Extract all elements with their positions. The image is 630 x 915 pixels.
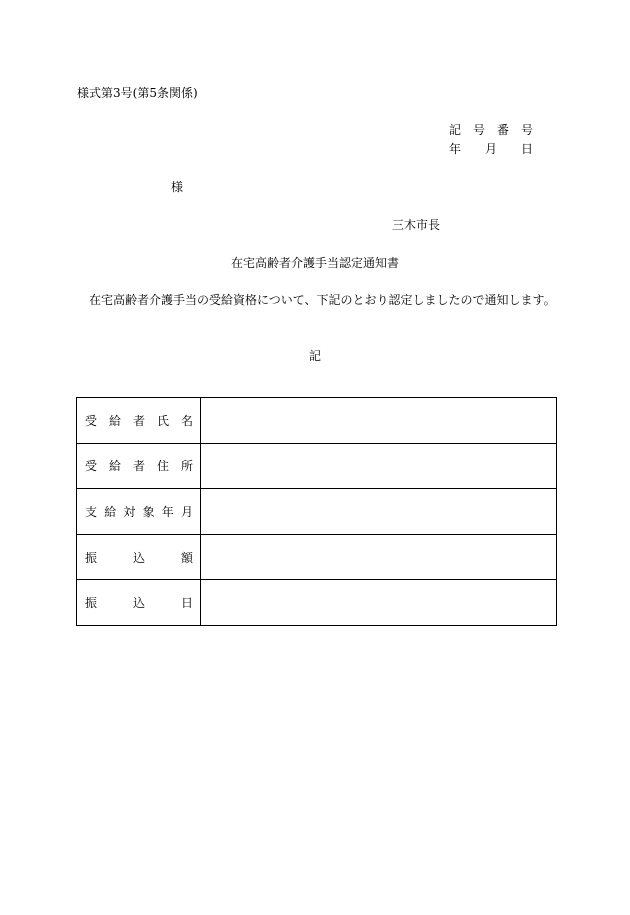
table-row xyxy=(77,580,557,626)
row-label-recipient-name xyxy=(77,398,201,444)
label-char: 年 xyxy=(161,504,174,519)
table-row xyxy=(77,398,557,444)
doc-date-char: 年 xyxy=(449,142,462,156)
label-char: 給 xyxy=(108,413,121,428)
label-char: 氏 xyxy=(156,413,169,428)
row-label-recipient-address xyxy=(77,443,201,489)
label-char: 対 xyxy=(123,504,136,519)
body-text: 在宅高齢者介護手当の受給資格について、下記のとおり認定しましたので通知します。 xyxy=(89,293,556,307)
row-label-transfer-amount xyxy=(77,534,201,580)
document-date-line xyxy=(449,142,533,156)
label-char: 受 xyxy=(85,459,98,474)
doc-number-char: 号 xyxy=(472,123,485,137)
doc-date-char: 日 xyxy=(520,142,533,156)
table-row xyxy=(77,534,557,580)
label-char: 所 xyxy=(180,459,193,474)
label-char: 名 xyxy=(180,413,193,428)
table-row xyxy=(77,443,557,489)
label-char: 込 xyxy=(132,596,145,611)
form-number: 様式第3号(第5条関係) xyxy=(77,86,198,100)
row-value-transfer-amount xyxy=(201,534,557,580)
label-char: 給 xyxy=(108,459,121,474)
label-char: 月 xyxy=(180,504,193,519)
issuer-name: 三木市長 xyxy=(392,218,441,232)
doc-date-char: 月 xyxy=(484,142,497,156)
doc-number-char: 番 xyxy=(496,123,509,137)
label-char: 者 xyxy=(132,459,145,474)
row-value-payment-period xyxy=(201,489,557,535)
doc-number-char: 記 xyxy=(449,123,462,137)
row-value-recipient-address xyxy=(201,443,557,489)
row-label-payment-period xyxy=(77,489,201,535)
doc-number-char: 号 xyxy=(520,123,533,137)
ki-heading: 記 xyxy=(308,349,321,363)
label-char: 受 xyxy=(85,413,98,428)
document-title: 在宅高齢者介護手当認定通知書 xyxy=(230,256,399,270)
label-char: 振 xyxy=(85,550,98,565)
label-char: 振 xyxy=(85,596,98,611)
row-value-recipient-name xyxy=(201,398,557,444)
label-char: 額 xyxy=(180,550,193,565)
addressee-suffix: 様 xyxy=(171,180,184,194)
label-char: 支 xyxy=(85,504,98,519)
label-char: 給 xyxy=(104,504,117,519)
label-char: 日 xyxy=(180,596,193,611)
label-char: 者 xyxy=(132,413,145,428)
row-label-transfer-date xyxy=(77,580,201,626)
label-char: 住 xyxy=(156,459,169,474)
document-number-line xyxy=(449,123,533,137)
label-char: 込 xyxy=(132,550,145,565)
row-value-transfer-date xyxy=(201,580,557,626)
label-char: 象 xyxy=(142,504,155,519)
detail-table xyxy=(76,397,557,626)
table-row xyxy=(77,489,557,535)
